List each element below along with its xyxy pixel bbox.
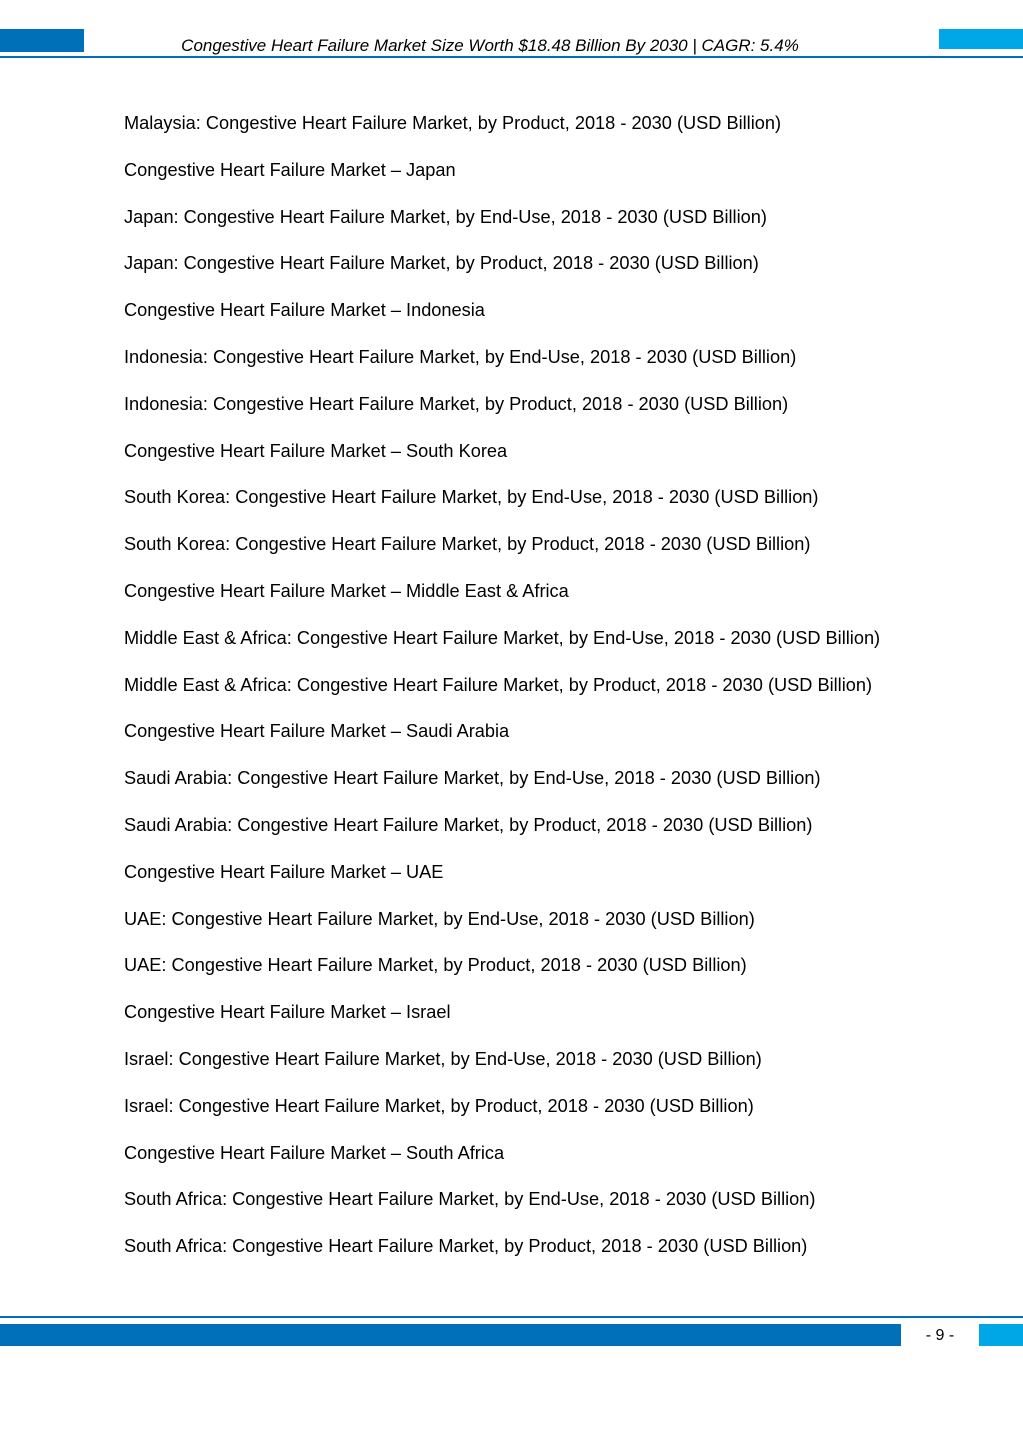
list-item[interactable]: South Africa: Congestive Heart Failure Market, by End-Use, 2018 - 2030 (USD Billion) <box>124 1189 816 1210</box>
list-item[interactable]: Indonesia: Congestive Heart Failure Market, by End-Use, 2018 - 2030 (USD Billion) <box>124 346 797 367</box>
list-item[interactable]: Congestive Heart Failure Market – Saudi Arabia <box>124 721 510 742</box>
page-header-title: Congestive Heart Failure Market Size Worth $18.48 Billion By 2030 | CAGR: 5.4% <box>181 36 799 55</box>
list-item[interactable]: UAE: Congestive Heart Failure Market, by End-Use, 2018 - 2030 (USD Billion) <box>124 908 755 929</box>
list-item[interactable]: Indonesia: Congestive Heart Failure Market, by Product, 2018 - 2030 (USD Billion) <box>124 393 789 414</box>
list-item[interactable]: Israel: Congestive Heart Failure Market, by Product, 2018 - 2030 (USD Billion) <box>124 1095 754 1116</box>
list-item[interactable]: Middle East & Africa: Congestive Heart Failure Market, by Product, 2018 - 2030 (USD Billion) <box>124 674 873 695</box>
list-item[interactable]: South Korea: Congestive Heart Failure Market, by End-Use, 2018 - 2030 (USD Billion) <box>124 487 819 508</box>
list-item[interactable]: Congestive Heart Failure Market – Israel <box>124 1002 451 1023</box>
header-divider <box>0 56 1023 58</box>
list-item[interactable]: Saudi Arabia: Congestive Heart Failure Market, by Product, 2018 - 2030 (USD Billion) <box>124 814 813 835</box>
list-item[interactable]: South Africa: Congestive Heart Failure Market, by Product, 2018 - 2030 (USD Billion) <box>124 1236 808 1257</box>
list-item[interactable]: Congestive Heart Failure Market – South Korea <box>124 440 508 461</box>
list-item[interactable]: UAE: Congestive Heart Failure Market, by Product, 2018 - 2030 (USD Billion) <box>124 955 747 976</box>
page-number: - 9 - <box>925 1327 955 1344</box>
list-item[interactable]: Congestive Heart Failure Market – South Africa <box>124 1142 505 1163</box>
list-item[interactable]: Malaysia: Congestive Heart Failure Market, by Product, 2018 - 2030 (USD Billion) <box>124 113 782 133</box>
list-item[interactable]: Saudi Arabia: Congestive Heart Failure Market, by End-Use, 2018 - 2030 (USD Billion) <box>124 768 821 789</box>
footer-accent-block-right <box>979 1324 1023 1346</box>
list-item[interactable]: Congestive Heart Failure Market – Indonesia <box>124 300 485 321</box>
list-item[interactable]: Japan: Congestive Heart Failure Market, by Product, 2018 - 2030 (USD Billion) <box>124 253 759 274</box>
list-item[interactable]: Israel: Congestive Heart Failure Market, by End-Use, 2018 - 2030 (USD Billion) <box>124 1048 762 1069</box>
footer-divider <box>0 1316 1023 1318</box>
list-item[interactable]: Japan: Congestive Heart Failure Market, by End-Use, 2018 - 2030 (USD Billion) <box>124 206 767 227</box>
list-item[interactable]: South Korea: Congestive Heart Failure Market, by Product, 2018 - 2030 (USD Billion) <box>124 534 811 555</box>
list-item[interactable]: Congestive Heart Failure Market – UAE <box>124 861 444 882</box>
table-of-figures-list <box>124 112 914 1282</box>
list-item[interactable]: Congestive Heart Failure Market – Middle East & Africa <box>124 580 569 601</box>
list-item[interactable]: Congestive Heart Failure Market – Japan <box>124 159 456 180</box>
footer-accent-bar <box>0 1324 901 1346</box>
list-item[interactable]: Middle East & Africa: Congestive Heart Failure Market, by End-Use, 2018 - 2030 (USD Billion) <box>124 627 881 648</box>
